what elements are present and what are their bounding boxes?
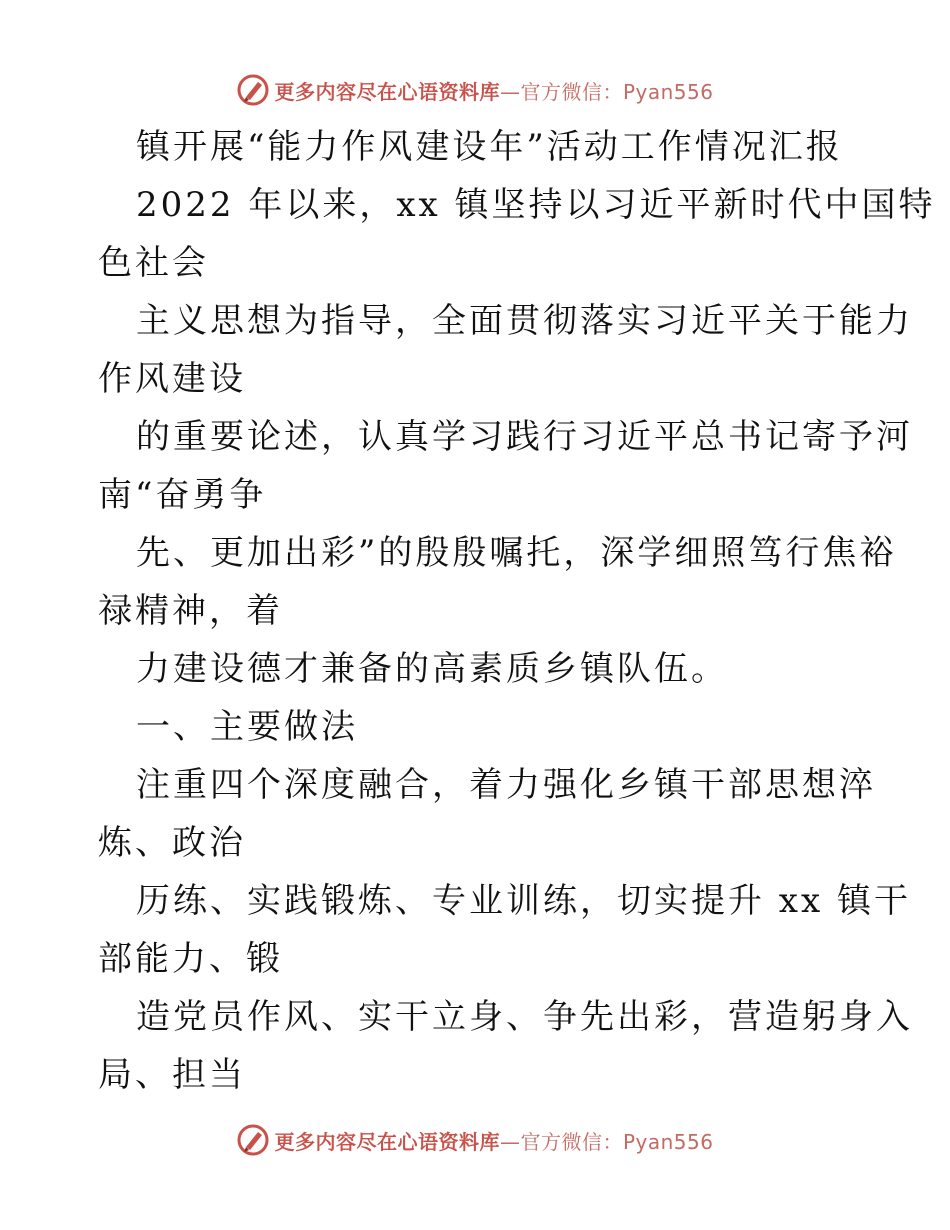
doc-line: 色社会: [98, 243, 209, 283]
doc-line: 力建设德才兼备的高素质乡镇队伍。: [136, 649, 728, 689]
doc-line: 炼、政治: [98, 823, 246, 863]
doc-line: 的重要论述，认真学习践行习近平总书记寄予河: [136, 417, 913, 457]
doc-line: 作风建设: [98, 359, 246, 399]
doc-line: 历练、实践锻炼、专业训练，切实提升 xx 镇干: [136, 881, 911, 921]
doc-line: 局、担当: [98, 1055, 246, 1095]
watermark-footer: [0, 1120, 950, 1160]
doc-line: 2022 年以来，xx 镇坚持以习近平新时代中国特: [136, 185, 936, 225]
doc-line: 造党员作风、实干立身、争先出彩，营造躬身入: [136, 997, 913, 1037]
watermark-text: 更多内容尽在心语资料库—官方微信：Pyan556: [274, 79, 714, 104]
doc-line: 注重四个深度融合，着力强化乡镇干部思想淬: [136, 765, 876, 805]
watermark-text: 更多内容尽在心语资料库—官方微信：Pyan556: [274, 1129, 714, 1154]
section-heading: 一、主要做法: [136, 707, 358, 747]
document-body: [98, 118, 936, 1104]
doc-line: 南“奋勇争: [98, 475, 267, 515]
watermark-header: [0, 70, 950, 110]
doc-line: 禄精神，着: [98, 591, 283, 631]
doc-line: 部能力、锻: [98, 939, 283, 979]
doc-line: 先、更加出彩”的殷殷嘱托，深学细照笃行焦裕: [136, 533, 897, 573]
doc-line: 主义思想为指导，全面贯彻落实习近平关于能力: [136, 301, 913, 341]
pen-logo-icon: [236, 1123, 270, 1157]
doc-line: 镇开展“能力作风建设年”活动工作情况汇报: [136, 127, 843, 167]
pen-logo-icon: [236, 73, 270, 107]
